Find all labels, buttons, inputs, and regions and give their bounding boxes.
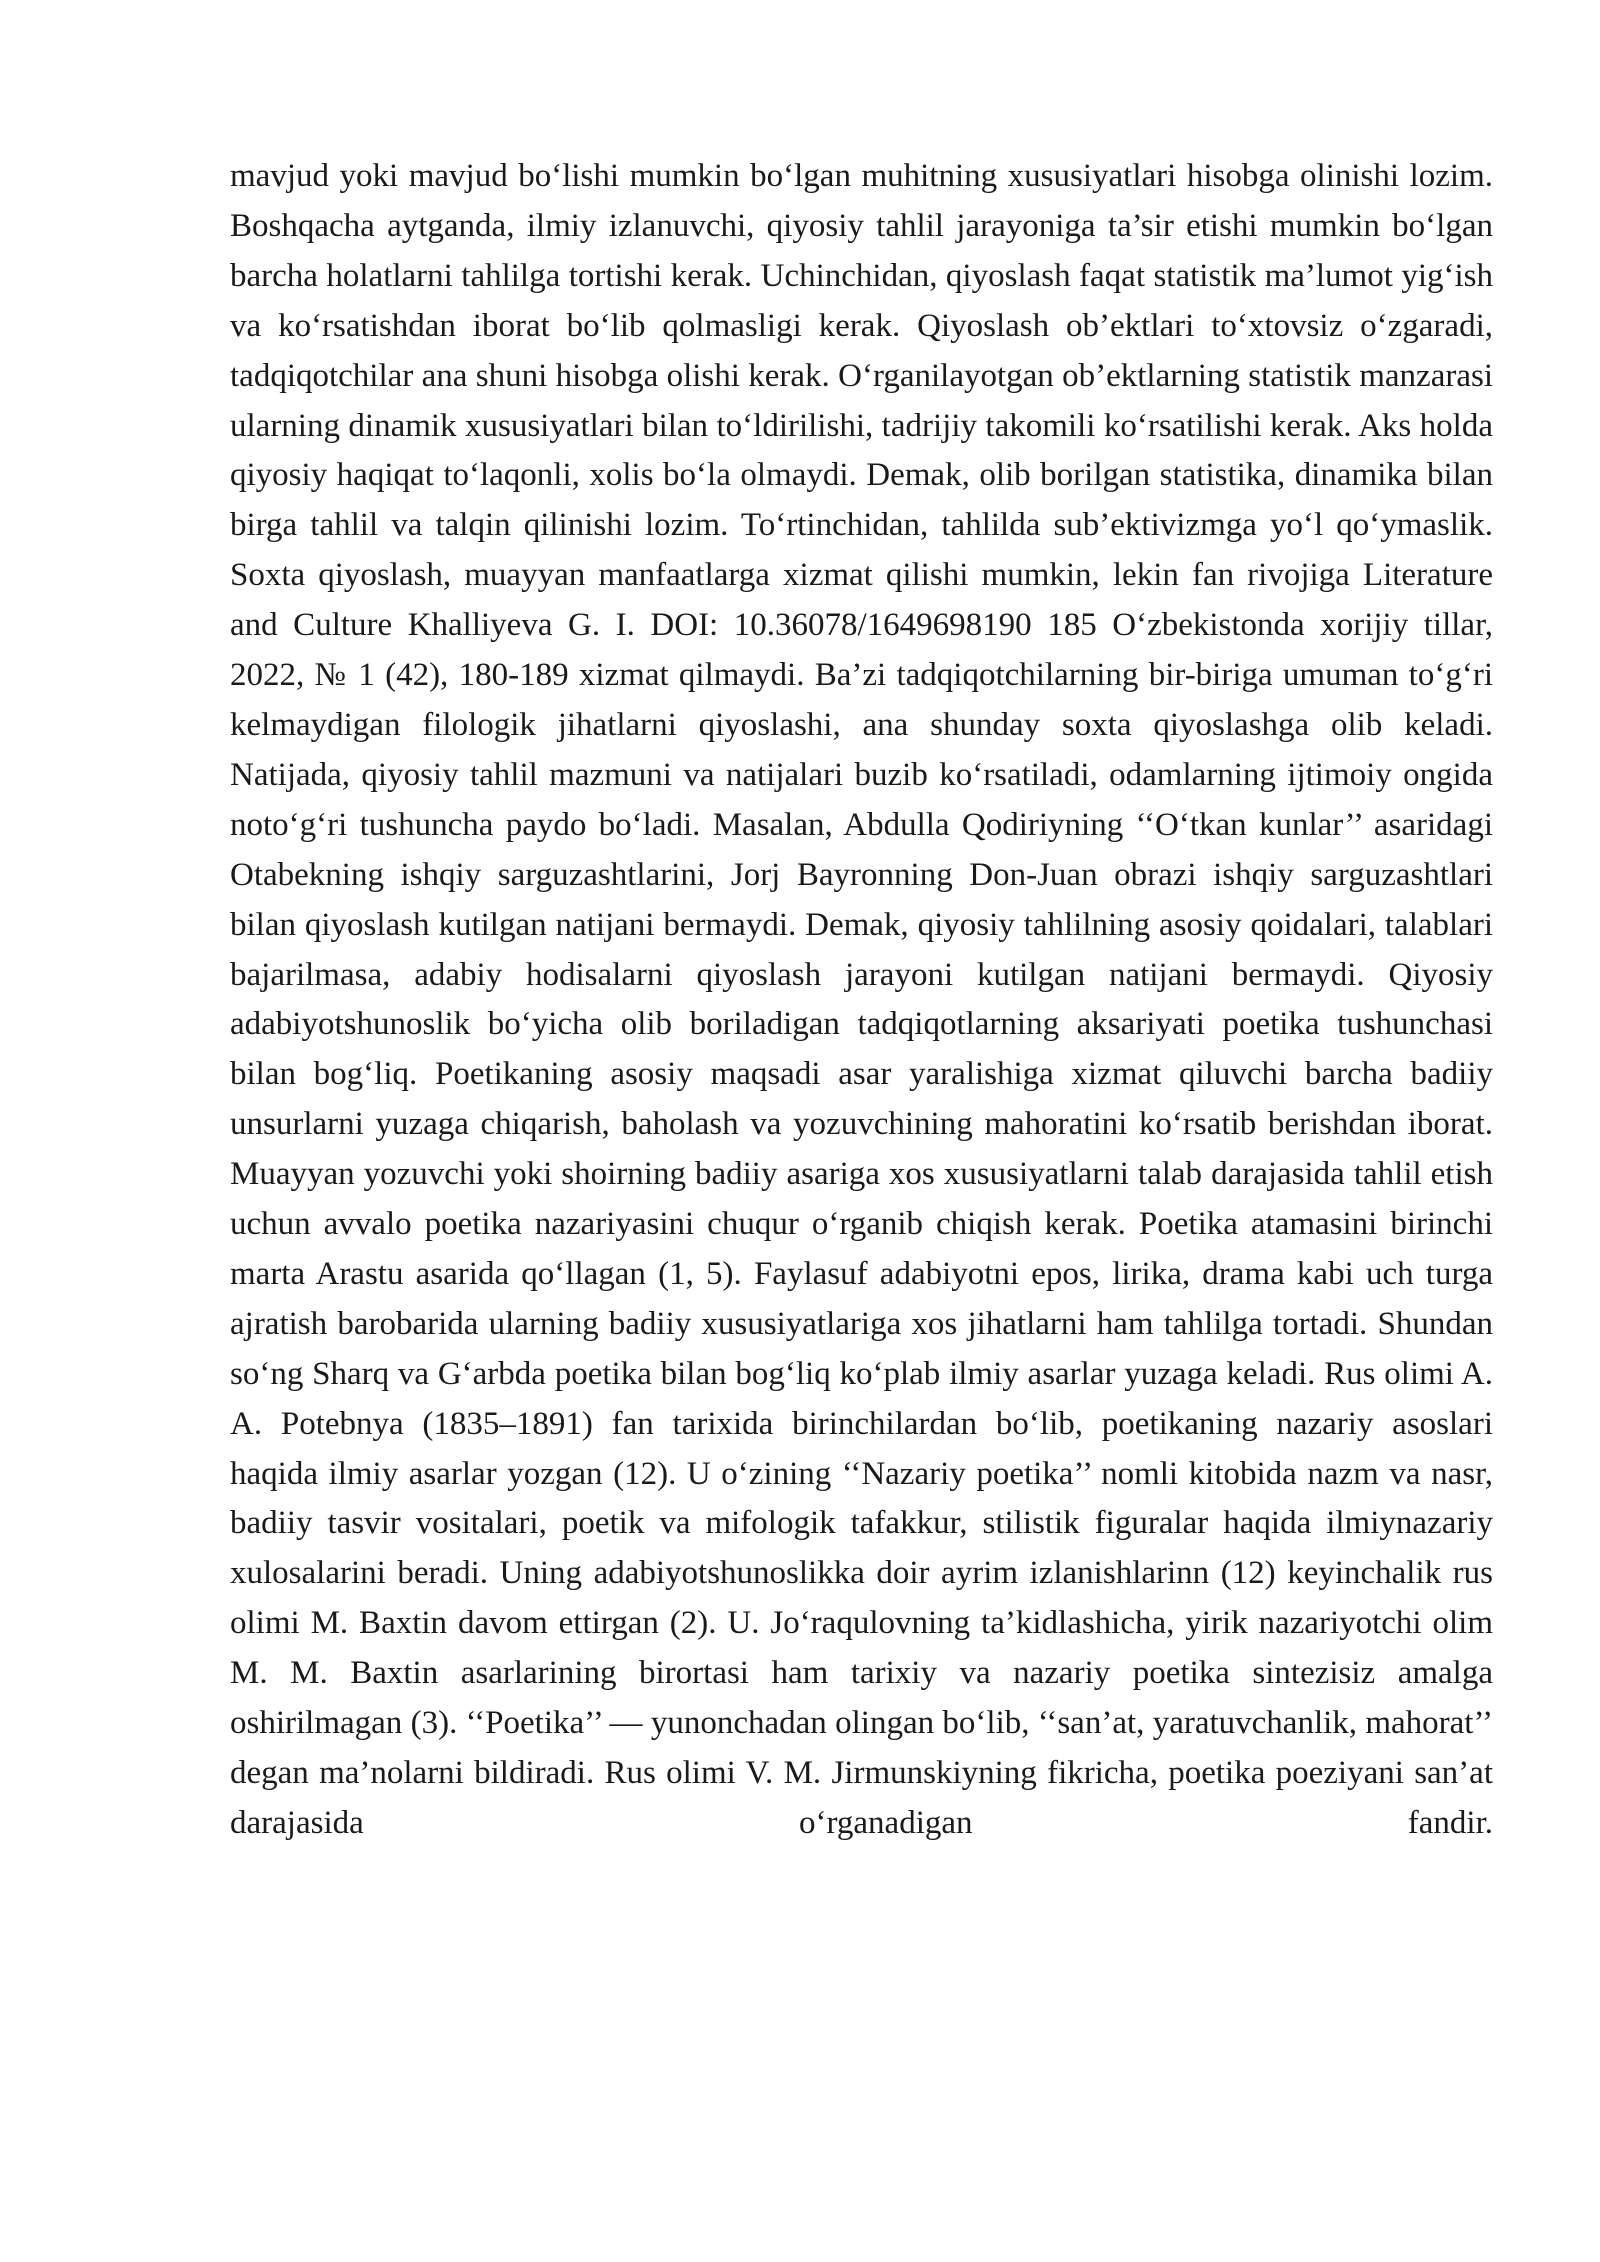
document-page [230, 152, 1493, 1849]
body-paragraph: mavjud yoki mavjud boʻlishi mumkin boʻlgan muhitning xususiyatlari hisobga olinishi lozim. Boshqacha aytganda, ilmiy izlanuvchi, qiyosiy tahlil jarayoniga ta’sir etishi mumkin boʻlgan barcha holatlarni tahlilga tortishi kerak. Uchinchidan, qiyoslash faqat statistik ma’lumot yigʻish va koʻrsatishdan iborat boʻlib qolmasligi kerak. Qiyoslash ob’ektlari toʻxtovsiz oʻzgaradi, tadqiqotchilar ana shuni hisobga olishi kerak. Oʻrganilayotgan ob’ektlarning statistik manzarasi ularning dinamik xususiyatlari bilan toʻldirilishi, tadrijiy takomili koʻrsatilishi kerak. Aks holda qiyosiy haqiqat toʻlaqonli, xolis boʻla olmaydi. Demak, olib borilgan statistika, dinamika bilan birga tahlil va talqin qilinishi lozim. Toʻrtinchidan, tahlilda sub’ektivizmga yoʻl qoʻymaslik. Soxta qiyoslash, muayyan manfaatlarga xizmat qilishi mumkin, lekin fan rivojiga Literature and Culture Khalliyeva G. I. DOI: 10.36078/1649698190 185 Oʻzbekistonda xorijiy tillar, 2022, № 1 (42), 180-189 xizmat qilmaydi. Ba’zi tadqiqotchilarning bir-biriga umuman toʻgʻri kelmaydigan filologik jihatlarni qiyoslashi, ana shunday soxta qiyoslashga olib keladi. Natijada, qiyosiy tahlil mazmuni va natijalari buzib koʻrsatiladi, odamlarning ijtimoiy ongida notoʻgʻri tushuncha paydo boʻladi. Masalan, Abdulla Qodiriyning ‘‘Oʻtkan kunlar’’ asaridagi Otabekning ishqiy sarguzashtlarini, Jorj Bayronning Don-Juan obrazi ishqiy sarguzashtlari bilan qiyoslash kutilgan natijani bermaydi. Demak, qiyosiy tahlilning asosiy qoidalari, talablari bajarilmasa, adabiy hodisalarni qiyoslash jarayoni kutilgan natijani bermaydi. Qiyosiy adabiyotshunoslik boʻyicha olib boriladigan tadqiqotlarning aksariyati poetika tushunchasi bilan bogʻliq. Poetikaning asosiy maqsadi asar yaralishiga xizmat qiluvchi barcha badiiy unsurlarni yuzaga chiqarish, baholash va yozuvchining mahoratini koʻrsatib berishdan iborat. Muayyan yozuvchi yoki shoirning badiiy asariga xos xususiyatlarni talab darajasida tahlil etish uchun avvalo poetika nazariyasini chuqur oʻrganib chiqish kerak. Poetika atamasini birinchi marta Arastu asarida qoʻllagan (1, 5). Faylasuf adabiyotni epos, lirika, drama kabi uch turga ajratish barobarida ularning badiiy xususiyatlariga xos jihatlarni ham tahlilga tortadi. Shundan soʻng Sharq va Gʻarbda poetika bilan bogʻliq koʻplab ilmiy asarlar yuzaga keladi. Rus olimi A. A. Potebnya (1835–1891) fan tarixida birinchilardan boʻlib, poetikaning nazariy asoslari haqida ilmiy asarlar yozgan (12). U oʻzining ‘‘Nazariy poetika’’ nomli kitobida nazm va nasr, badiiy tasvir vositalari, poetik va mifologik tafakkur, stilistik figuralar haqida ilmiynazariy xulosalarini beradi. Uning adabiyotshunoslikka doir ayrim izlanishlarinn (12) keyinchalik rus olimi M. Baxtin davom ettirgan (2). U. Joʻraqulovning ta’kidlashicha, yirik nazariyotchi olim M. M. Baxtin asarlarining birortasi ham tarixiy va nazariy poetika sintezisiz amalga oshirilmagan (3). ‘‘Poetika’’ — yunonchadan olingan boʻlib, ‘‘san’at, yaratuvchanlik, mahorat’’ degan ma’nolarni bildiradi. Rus olimi V. M. Jirmunskiyning fikricha, poetika poeziyani san’at darajasida oʻrganadigan fandir. [230, 158, 1493, 1841]
